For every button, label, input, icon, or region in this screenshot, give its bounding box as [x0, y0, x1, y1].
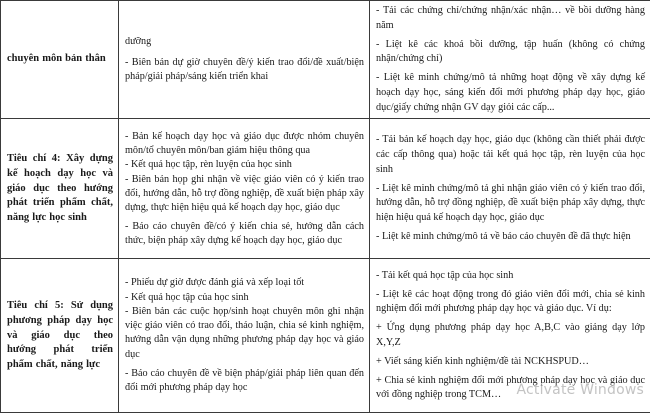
- guidance-item: - Liệt kê minh chứng/mô tả ghi nhận giáo viên có ý kiến trao đổi, hướng dẫn, hỗ trợ đồng nghiệp, đề xuất biện pháp xây dựng, thực hiện hiệu quả kế hoạch dạy học, giáo dục: [376, 182, 645, 226]
- guidance-item: - Tải các chứng chỉ/chứng nhận/xác nhận… về bồi dưỡng hàng năm: [376, 4, 645, 34]
- evidence-cell: [119, 119, 370, 259]
- evidence-list: [125, 35, 364, 84]
- table-body: [1, 1, 650, 413]
- evidence-list: [125, 276, 364, 395]
- criterion-cell: [1, 119, 119, 259]
- guidance-item: - Liệt kê các hoạt động trong đó giáo viên đổi mới, chia sẻ kinh nghiệm đổi mới phương pháp dạy học và giáo dục. Ví dụ:: [376, 288, 645, 318]
- table-row: [1, 1, 650, 119]
- evidence-item: - Biên bản dự giờ chuyên đề/ý kiến trao đổi/đề xuất/biện pháp/giải pháp/sáng kiến triển khai: [125, 56, 364, 85]
- guidance-list: [376, 4, 645, 115]
- evidence-cell: [119, 1, 370, 119]
- evidence-item: - Kết quả học tập của học sinh: [125, 291, 364, 305]
- evidence-item: - Phiếu dự giờ được đánh giá và xếp loại tốt: [125, 276, 364, 290]
- guidance-cell: [370, 1, 650, 119]
- table-row: [1, 259, 650, 413]
- evidence-item: - Báo cáo chuyên đề/có ý kiến chia sẻ, hướng dẫn cách thức, biện pháp xây dựng kế hoạch dạy học, giáo dục: [125, 220, 364, 249]
- evidence-item: - Biên bản họp ghi nhận về việc giáo viên có ý kiến trao đổi, hướng dẫn, hỗ trợ đồng nghiệp, đề xuất biện pháp xây dựng, thực hiện hiệu quả kế hoạch dạy học, giáo dục: [125, 173, 364, 216]
- guidance-list: [376, 269, 645, 403]
- criterion-cell: [1, 259, 119, 413]
- criterion-label: Tiêu chí 5: Sử dụng phương pháp dạy học và giáo dục theo hướng phát triển phẩm chất, năng lực: [7, 299, 113, 374]
- evidence-item: - Kết quả học tập, rèn luyện của học sinh: [125, 158, 364, 172]
- guidance-item: - Tải kết quả học tập của học sinh: [376, 269, 645, 284]
- guidance-item: - Liệt kê minh chứng/mô tả về báo cáo chuyên đề đã thực hiện: [376, 230, 645, 245]
- guidance-cell: [370, 119, 650, 259]
- guidance-item: + Ứng dụng phương pháp dạy học A,B,C vào giảng dạy lớp X,Y,Z: [376, 321, 645, 351]
- guidance-list: [376, 133, 645, 244]
- guidance-item: - Tải bản kế hoạch dạy học, giáo dục (không cần thiết phải được các cấp thông qua) hoặc tải kết quả học tập, rèn luyện của học sinh: [376, 133, 645, 177]
- evidence-item: - Báo cáo chuyên đề về biện pháp/giải pháp liên quan đến đổi mới phương pháp dạy học: [125, 367, 364, 396]
- activate-windows-watermark: Activate Windows: [516, 382, 644, 398]
- evidence-cell: [119, 259, 370, 413]
- criterion-label: chuyên môn bản thân: [7, 52, 113, 67]
- criterion-cell: [1, 1, 119, 119]
- guidance-item: - Liệt kê các khoá bồi dưỡng, tập huấn (không có chứng nhận/chứng chỉ): [376, 38, 645, 68]
- table-row: [1, 119, 650, 259]
- guidance-cell: [370, 259, 650, 413]
- evidence-item: dưỡng: [125, 35, 364, 49]
- guidance-item: - Liệt kê minh chứng/mô tả những hoạt động về xây dựng kế hoạch dạy học, sáng kiến đổi mới phương pháp dạy học, giáo dục/giấy chứng nhận GV dạy giỏi các cấp...: [376, 71, 645, 115]
- evidence-list: [125, 130, 364, 248]
- criterion-label: Tiêu chí 4: Xây dựng kế hoạch dạy học và giáo dục theo hướng phát triển phẩm chất, năng lực học sinh: [7, 152, 113, 227]
- guidance-item: + Viết sáng kiến kinh nghiệm/đề tài NCKHSPUD…: [376, 355, 645, 370]
- evidence-item: - Bản kế hoạch dạy học và giáo dục được nhóm chuyên môn/tổ chuyên môn/ban giám hiệu thông qua: [125, 130, 364, 159]
- guidance-item: + Chia sẻ kinh nghiệm đổi mới phương pháp dạy học và giáo dục với đồng nghiệp trong TCM…: [376, 374, 645, 404]
- evidence-item: - Biên bản các cuộc họp/sinh hoạt chuyên môn ghi nhận việc giáo viên có trao đổi, thảo luận, chia sẻ kinh nghiệm, hướng dẫn vận dụng những phương pháp dạy học và giáo dục: [125, 305, 364, 362]
